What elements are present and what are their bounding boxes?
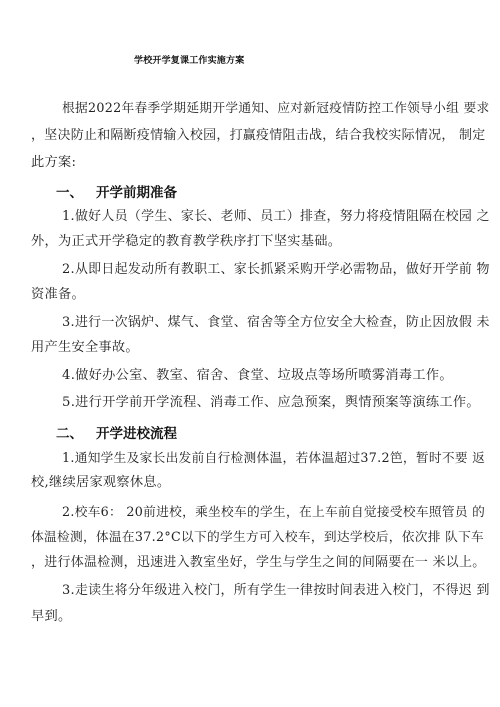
s2-item-2-line-1: 2.校车6： 20前进校，乘坐校车的学生，在上车前自觉接受校车照管员 的	[62, 504, 486, 519]
s1-item-4-line-1: 4.做好办公室、教室、宿舍、食堂、垃圾点等场所喷雾消毒工作。	[62, 368, 453, 383]
section-1-number: 一、	[56, 185, 83, 201]
section-2-number: 二、	[56, 426, 83, 442]
s1-item-1-line-1: 1.做好人员（学生、家长、老师、员工）排查，努力将疫情阻隔在校园 之	[62, 209, 490, 224]
s1-item-3-line-2: 用产生安全事故。	[31, 340, 139, 355]
s1-item-5-line-1: 5.进行开学前开学流程、消毒工作、应急预案，舆情预案等演练工作。	[62, 395, 480, 410]
s2-item-3-line-2: 早到。	[31, 609, 72, 624]
intro-line-1: 根据2022年春季学期延期开学通知、应对新冠疫情防控工作领导小组 要求	[62, 100, 490, 115]
s2-item-3-line-1: 3.走读生将分年级进入校门，所有学生一律按时间表进入校门，不得迟 到	[62, 583, 490, 598]
section-2-title: 开学进校流程	[96, 426, 177, 442]
section-1-title: 开学前期准备	[96, 185, 177, 201]
s1-item-2-line-2: 资准备。	[31, 287, 85, 302]
s1-item-2-line-1: 2.从即日起发动所有教职工、家长抓紧采购开学必需物品，做好开学前 物	[62, 262, 490, 277]
s2-item-2-line-3: ，进行体温检测，迅速进入教室坐好，学生与学生之间的间隔要在一 米以上。	[31, 555, 486, 570]
section-2-heading	[56, 422, 177, 442]
s2-item-2-line-2: 体温检测，体温在37.2°C以下的学生方可入校车，到达学校后，依次排 队下车	[31, 529, 485, 544]
s1-item-3-line-1: 3.进行一次锅炉、煤气、食堂、宿舍等全方位安全大检查，防止因放假 未	[62, 315, 490, 330]
s2-item-1-line-1: 1.通知学生及家长出发前自行检测体温，若体温超过37.2笆，暂时不要 返	[62, 450, 486, 465]
document-title: 学校开学复课工作实施方案	[134, 56, 245, 66]
section-1-heading	[56, 181, 177, 201]
s2-item-1-line-2: 校,继续居家观察休息。	[31, 475, 171, 490]
intro-line-3: 此方案:	[31, 155, 77, 170]
intro-line-2: ，坚决防止和隔断疫情输入校园，打赢疫情阻击战，结合我校实际情况， 制定	[31, 128, 486, 143]
s1-item-1-line-2: 外，为正式开学稳定的教育教学秩序打下坚实基础。	[31, 234, 342, 249]
